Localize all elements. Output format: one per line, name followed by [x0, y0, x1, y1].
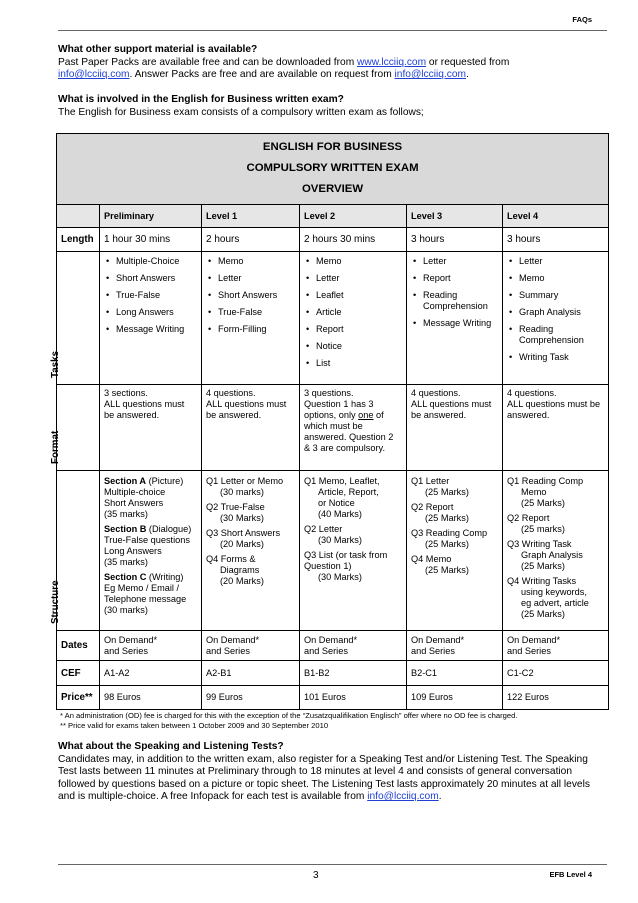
- footnote: * An administration (OD) fee is charged for this with the exception of the “Zusatzqualifikation Englisch” offer where no OD fee is charged.: [60, 711, 518, 720]
- task-item: • Form-Filling: [206, 324, 295, 335]
- table-cell: [407, 471, 503, 631]
- table-header-row: [57, 205, 609, 228]
- question-title: Q4 Writing Tasks: [507, 576, 577, 586]
- table-cell: B1-B2: [300, 661, 407, 686]
- table-footnotes: [60, 711, 605, 730]
- table-cell: 1 hour 30 mins: [100, 228, 202, 252]
- format-line: 3 sections.: [104, 388, 148, 398]
- question-written-exam: What is involved in the English for Business written exam?: [58, 94, 344, 105]
- row-label-tasks: [50, 252, 100, 385]
- question-title: Q2 True-False: [206, 502, 265, 512]
- table-row-price: [57, 686, 609, 710]
- table-cell: [407, 252, 503, 385]
- question-title: Q3 Short Answers: [206, 528, 281, 538]
- date-line: On Demand*: [411, 634, 465, 645]
- table-row-format: [57, 385, 609, 471]
- structure-question: [304, 550, 402, 583]
- question-detail: (25 Marks): [521, 609, 565, 619]
- table-cell: [202, 631, 300, 661]
- footnote: ** Price valid for exams taken between 1 October 2009 and 30 September 2010: [60, 720, 329, 730]
- structure-question: [507, 539, 604, 572]
- table-cell: 99 Euros: [202, 686, 300, 710]
- question-speaking-listening: What about the Speaking and Listening Tests?: [58, 741, 284, 752]
- date-line: On Demand*: [304, 634, 358, 645]
- header-label: FAQs: [572, 15, 592, 24]
- table-cell: [100, 385, 202, 471]
- table-cell: 122 Euros: [503, 686, 609, 710]
- task-item: • Report: [411, 273, 498, 284]
- structure-section: [104, 524, 197, 568]
- question-detail: (30 Marks): [220, 513, 264, 523]
- answer-text: or requested from: [426, 56, 510, 68]
- section-type: (Writing): [146, 572, 184, 582]
- question-detail: using keywords,: [521, 587, 587, 597]
- structure-question: [206, 554, 295, 587]
- structure-section: [104, 572, 197, 616]
- section-line: (35 marks): [104, 557, 148, 567]
- table-cell: 101 Euros: [300, 686, 407, 710]
- table-cell: [407, 631, 503, 661]
- question-title: Q4 Memo: [411, 554, 452, 564]
- structure-question: [507, 513, 604, 535]
- level-header: Preliminary: [100, 205, 202, 228]
- task-item: • Notice: [304, 341, 402, 352]
- title-line: OVERVIEW: [301, 183, 364, 195]
- question-title: Q2 Report: [507, 513, 550, 523]
- table-cell: [100, 471, 202, 631]
- format-line: ALL questions must be answered.: [206, 399, 287, 420]
- format-line: 3 questions.: [304, 388, 354, 398]
- question-detail: eg advert, article: [521, 598, 589, 608]
- table-row-length: [57, 228, 609, 252]
- task-item: • Message Writing: [411, 318, 498, 329]
- date-line: and Series: [104, 645, 148, 656]
- format-text: of which must be answered. Question 2 & 3 are compulsory.: [304, 410, 394, 453]
- section-line: (30 marks): [104, 605, 148, 615]
- table-cell: [300, 252, 407, 385]
- faq-support-material: [58, 44, 606, 82]
- question-detail: Article, Report,: [318, 487, 379, 497]
- table-cell: [300, 385, 407, 471]
- table-cell: 2 hours: [202, 228, 300, 252]
- structure-question: [507, 576, 604, 620]
- question-detail: (30 Marks): [318, 535, 362, 545]
- question-support-material: What other support material is available?: [58, 44, 258, 55]
- task-item: • Multiple-Choice: [104, 256, 197, 267]
- exam-overview-table: [50, 133, 609, 710]
- email-link[interactable]: info@lcciiq.com: [58, 69, 130, 81]
- header-rule: [58, 30, 607, 31]
- question-title: Q2 Report: [411, 502, 454, 512]
- row-label: Format: [50, 430, 61, 464]
- table-cell: A1-A2: [100, 661, 202, 686]
- question-title: Q2 Letter: [304, 524, 343, 534]
- page-number: 3: [313, 870, 319, 881]
- section-type: (Picture): [146, 476, 184, 486]
- table-row-dates: [57, 631, 609, 661]
- task-item: • Message Writing: [104, 324, 197, 335]
- date-line: On Demand*: [104, 634, 158, 645]
- format-line: 4 questions.: [507, 388, 557, 398]
- table-cell: 98 Euros: [100, 686, 202, 710]
- row-label: Tasks: [50, 350, 61, 378]
- table-cell: 3 hours: [503, 228, 609, 252]
- task-item: • Graph Analysis: [507, 307, 604, 318]
- question-detail: Memo: [521, 487, 547, 497]
- question-title: Q3 List (or task from Question 1): [304, 550, 388, 571]
- level-header: Level 2: [300, 205, 407, 228]
- section-heading: Section A: [104, 476, 147, 486]
- format-line: ALL questions must be answered.: [411, 399, 492, 420]
- row-label: CEF: [57, 661, 100, 686]
- answer-text: . Answer Packs are free and are available on request from: [129, 69, 395, 81]
- row-label: Price**: [57, 686, 100, 710]
- format-line: ALL questions must be answered.: [507, 399, 601, 420]
- level-header: Level 4: [503, 205, 609, 228]
- table-cell: [100, 252, 202, 385]
- task-item: • List: [304, 358, 402, 369]
- format-text: Question 1 has 3 options, only: [304, 399, 374, 420]
- task-item: • Memo: [304, 256, 402, 267]
- date-line: and Series: [206, 645, 250, 656]
- table-cell: [407, 385, 503, 471]
- question-detail: (20 Marks): [220, 576, 264, 586]
- task-item: • Letter: [507, 256, 604, 267]
- header-empty-cell: [57, 205, 100, 228]
- task-item: • Memo: [507, 273, 604, 284]
- question-detail: (25 marks): [521, 524, 565, 534]
- table-cell: [202, 471, 300, 631]
- structure-question: [206, 476, 295, 498]
- structure-question: [411, 476, 498, 498]
- table-title: [57, 134, 609, 205]
- table-row-cef: [57, 661, 609, 686]
- question-detail: (30 Marks): [318, 572, 362, 582]
- table-cell: 109 Euros: [407, 686, 503, 710]
- table-cell: [503, 471, 609, 631]
- row-label: Dates: [57, 631, 100, 661]
- task-item: • Report: [304, 324, 402, 335]
- website-link[interactable]: www.lcciiq.com: [357, 56, 427, 68]
- answer-text: Past Paper Packs are available free and can be downloaded from: [58, 56, 358, 68]
- structure-question: [304, 524, 402, 546]
- email-link[interactable]: info@lcciiq.com: [394, 69, 467, 81]
- format-underlined: one: [358, 410, 374, 420]
- row-label: Length: [57, 228, 100, 252]
- row-label: Structure: [50, 580, 61, 624]
- question-detail: or Notice: [318, 498, 355, 508]
- table-row-tasks: [57, 252, 609, 385]
- faq-written-exam: [58, 94, 606, 119]
- section-heading: Section B: [104, 524, 147, 534]
- table-cell: [202, 385, 300, 471]
- date-line: and Series: [411, 645, 455, 656]
- date-line: and Series: [304, 645, 348, 656]
- task-item: • True-False: [206, 307, 295, 318]
- question-detail: (20 Marks): [220, 539, 264, 549]
- table-cell: [503, 385, 609, 471]
- section-line: Telephone message: [104, 594, 187, 604]
- format-line: 4 questions.: [411, 388, 461, 398]
- task-item: • Short Answers: [206, 290, 295, 301]
- question-title: Q3 Reading Comp: [411, 528, 488, 538]
- question-detail: (25 Marks): [425, 539, 469, 549]
- table-cell: 2 hours 30 mins: [300, 228, 407, 252]
- date-line: On Demand*: [206, 634, 260, 645]
- date-line: and Series: [507, 645, 551, 656]
- question-detail: Graph Analysis: [521, 550, 583, 560]
- structure-question: [304, 476, 402, 520]
- structure-question: [411, 502, 498, 524]
- section-line: (35 marks): [104, 509, 148, 519]
- question-detail: Diagrams: [220, 565, 260, 575]
- format-line: [304, 399, 402, 454]
- section-line: Long Answers: [104, 546, 162, 556]
- table-cell: C1-C2: [503, 661, 609, 686]
- row-label-format: [50, 385, 100, 471]
- task-item: • Article: [304, 307, 402, 318]
- question-detail: (40 Marks): [318, 509, 362, 519]
- table-cell: [503, 252, 609, 385]
- task-item: • Letter: [206, 273, 295, 284]
- format-line: 4 questions.: [206, 388, 256, 398]
- task-item: • True-False: [104, 290, 197, 301]
- table-cell: [300, 631, 407, 661]
- question-detail: (30 marks): [220, 487, 264, 497]
- task-item: • Reading Comprehension: [507, 324, 604, 346]
- footer-label: EFB Level 4: [549, 870, 592, 879]
- structure-question: [206, 502, 295, 524]
- structure-question: [411, 528, 498, 550]
- question-title: Q4 Forms &: [206, 554, 256, 564]
- task-item: • Long Answers: [104, 307, 197, 318]
- task-item: • Summary: [507, 290, 604, 301]
- structure-question: [206, 528, 295, 550]
- level-header: Level 1: [202, 205, 300, 228]
- table-cell: A2-B1: [202, 661, 300, 686]
- table-cell: [300, 471, 407, 631]
- format-line: ALL questions must be answered.: [104, 399, 185, 420]
- faq-speaking-listening: [58, 741, 606, 804]
- section-line: Eg Memo / Email /: [104, 583, 180, 593]
- table-cell: 3 hours: [407, 228, 503, 252]
- task-item: • Leaflet: [304, 290, 402, 301]
- question-detail: (25 Marks): [425, 565, 469, 575]
- task-item: • Short Answers: [104, 273, 197, 284]
- question-title: Q1 Letter: [411, 476, 450, 486]
- footer-rule: [58, 864, 607, 865]
- task-item: • Letter: [304, 273, 402, 284]
- question-detail: (25 Marks): [425, 513, 469, 523]
- section-line: Short Answers: [104, 498, 164, 508]
- question-title: Q1 Reading Comp: [507, 476, 584, 486]
- level-header: Level 3: [407, 205, 503, 228]
- question-detail: (25 Marks): [521, 498, 565, 508]
- task-item: • Writing Task: [507, 352, 604, 363]
- answer-text: Candidates may, in addition to the written exam, also register for a Speaking Test and/or Listening Test. The Speaking Test lasts between 11 minutes at Preliminary through to 18 minutes at level 4 and consists of general conversation followed by questions based on a picture or topic sheet. The Listening Test lasts approximately 20 minutes at all levels and is multiple-choice. A free Infopack for each test is available from: [58, 753, 590, 803]
- title-line: ENGLISH FOR BUSINESS: [262, 141, 403, 153]
- email-link[interactable]: info@lcciiq.com: [367, 791, 439, 803]
- structure-section: [104, 476, 197, 520]
- question-detail: (25 Marks): [521, 561, 565, 571]
- section-type: (Dialogue): [146, 524, 192, 534]
- date-line: On Demand*: [507, 634, 561, 645]
- table-cell: [202, 252, 300, 385]
- structure-question: [507, 476, 604, 509]
- title-line: COMPULSORY WRITTEN EXAM: [246, 162, 419, 174]
- answer-text: The English for Business exam consists of a compulsory written exam as follows;: [58, 106, 424, 118]
- structure-question: [411, 554, 498, 576]
- task-item: • Reading Comprehension: [411, 290, 498, 312]
- question-title: Q1 Memo, Leaflet,: [304, 476, 380, 486]
- answer-text: .: [438, 791, 442, 803]
- question-detail: (25 Marks): [425, 487, 469, 497]
- section-line: True-False questions: [104, 535, 190, 545]
- task-item: • Letter: [411, 256, 498, 267]
- answer-text: .: [466, 69, 469, 81]
- table-cell: [100, 631, 202, 661]
- question-title: Q1 Letter or Memo: [206, 476, 284, 486]
- task-item: • Memo: [206, 256, 295, 267]
- row-label-structure: [50, 471, 100, 631]
- table-row-structure: [57, 471, 609, 631]
- table-cell: B2-C1: [407, 661, 503, 686]
- table-cell: [503, 631, 609, 661]
- question-title: Q3 Writing Task: [507, 539, 572, 549]
- section-line: Multiple-choice: [104, 487, 166, 497]
- section-heading: Section C: [104, 572, 147, 582]
